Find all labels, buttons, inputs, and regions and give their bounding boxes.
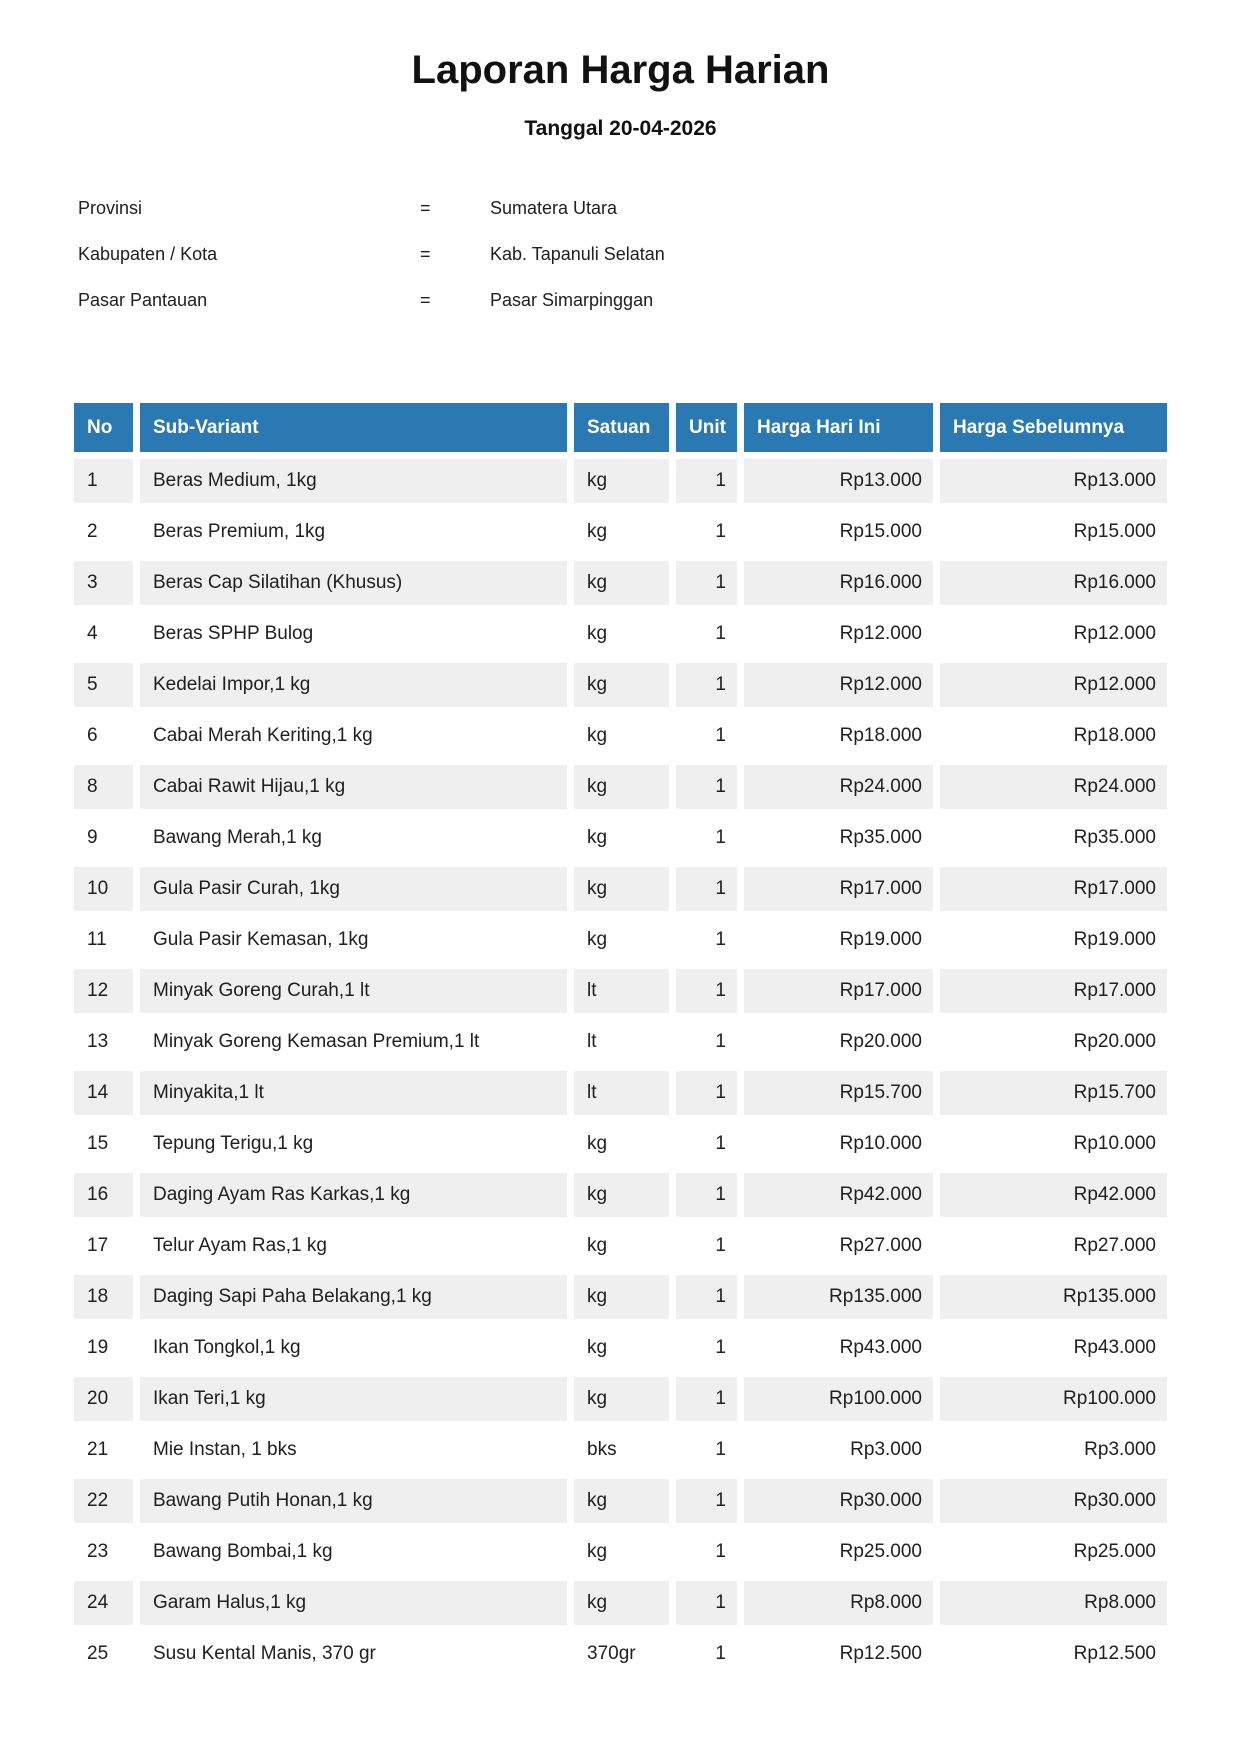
cell-no: 3 xyxy=(74,561,133,605)
cell-sub-variant: Daging Ayam Ras Karkas,1 kg xyxy=(140,1173,567,1217)
cell-no: 19 xyxy=(74,1326,133,1370)
cell-harga-hari-ini: Rp27.000 xyxy=(744,1224,933,1268)
cell-no: 9 xyxy=(74,816,133,860)
cell-sub-variant: Gula Pasir Kemasan, 1kg xyxy=(140,918,567,962)
cell-satuan: kg xyxy=(574,663,669,707)
cell-sub-variant: Beras Premium, 1kg xyxy=(140,510,567,554)
cell-sub-variant: Telur Ayam Ras,1 kg xyxy=(140,1224,567,1268)
cell-no: 25 xyxy=(74,1632,133,1676)
cell-unit: 1 xyxy=(676,1377,737,1421)
cell-harga-hari-ini: Rp12.000 xyxy=(744,612,933,656)
cell-harga-sebelumnya: Rp16.000 xyxy=(940,561,1167,605)
cell-harga-sebelumnya: Rp10.000 xyxy=(940,1122,1167,1166)
kabupaten-value: Kab. Tapanuli Selatan xyxy=(490,244,665,264)
page-title: Laporan Harga Harian xyxy=(411,48,830,92)
cell-harga-sebelumnya: Rp42.000 xyxy=(940,1173,1167,1217)
cell-satuan: kg xyxy=(574,918,669,962)
cell-harga-sebelumnya: Rp12.000 xyxy=(940,612,1167,656)
equals-sign: = xyxy=(420,290,431,310)
location-info xyxy=(0,198,1241,336)
cell-unit: 1 xyxy=(676,1122,737,1166)
cell-harga-hari-ini: Rp8.000 xyxy=(744,1581,933,1625)
cell-satuan: kg xyxy=(574,867,669,911)
cell-sub-variant: Bawang Putih Honan,1 kg xyxy=(140,1479,567,1523)
cell-harga-sebelumnya: Rp43.000 xyxy=(940,1326,1167,1370)
cell-unit: 1 xyxy=(676,459,737,503)
table-row xyxy=(74,1581,1167,1625)
cell-satuan: 370gr xyxy=(574,1632,669,1676)
cell-no: 17 xyxy=(74,1224,133,1268)
equals-sign: = xyxy=(420,198,431,218)
equals-sign: = xyxy=(420,244,431,264)
cell-unit: 1 xyxy=(676,1581,737,1625)
table-row xyxy=(74,1530,1167,1574)
cell-harga-sebelumnya: Rp35.000 xyxy=(940,816,1167,860)
pasar-value: Pasar Simarpinggan xyxy=(490,290,654,310)
cell-sub-variant: Bawang Merah,1 kg xyxy=(140,816,567,860)
cell-harga-hari-ini: Rp15.000 xyxy=(744,510,933,554)
cell-harga-hari-ini: Rp25.000 xyxy=(744,1530,933,1574)
cell-satuan: kg xyxy=(574,1326,669,1370)
table-row xyxy=(74,663,1167,707)
cell-harga-hari-ini: Rp12.000 xyxy=(744,663,933,707)
table-header-row xyxy=(74,403,1167,452)
cell-unit: 1 xyxy=(676,816,737,860)
cell-sub-variant: Gula Pasir Curah, 1kg xyxy=(140,867,567,911)
kabupaten-label: Kabupaten / Kota xyxy=(78,244,218,264)
table-row xyxy=(74,561,1167,605)
price-table xyxy=(67,396,1174,1683)
column-header-no: No xyxy=(74,403,133,452)
cell-satuan: bks xyxy=(574,1428,669,1472)
cell-satuan: kg xyxy=(574,1173,669,1217)
cell-unit: 1 xyxy=(676,765,737,809)
table-row xyxy=(74,1020,1167,1064)
cell-unit: 1 xyxy=(676,867,737,911)
table-row xyxy=(74,1377,1167,1421)
cell-sub-variant: Cabai Rawit Hijau,1 kg xyxy=(140,765,567,809)
table-row xyxy=(74,969,1167,1013)
info-row-provinsi xyxy=(0,198,1241,244)
cell-unit: 1 xyxy=(676,918,737,962)
table-row xyxy=(74,918,1167,962)
cell-sub-variant: Beras SPHP Bulog xyxy=(140,612,567,656)
cell-unit: 1 xyxy=(676,969,737,1013)
cell-satuan: kg xyxy=(574,459,669,503)
cell-no: 16 xyxy=(74,1173,133,1217)
cell-satuan: lt xyxy=(574,1071,669,1115)
cell-no: 2 xyxy=(74,510,133,554)
table-row xyxy=(74,1632,1167,1676)
cell-harga-sebelumnya: Rp100.000 xyxy=(940,1377,1167,1421)
cell-harga-hari-ini: Rp19.000 xyxy=(744,918,933,962)
cell-sub-variant: Cabai Merah Keriting,1 kg xyxy=(140,714,567,758)
cell-harga-sebelumnya: Rp13.000 xyxy=(940,459,1167,503)
cell-unit: 1 xyxy=(676,1326,737,1370)
table-row xyxy=(74,867,1167,911)
cell-sub-variant: Beras Cap Silatihan (Khusus) xyxy=(140,561,567,605)
cell-harga-sebelumnya: Rp12.500 xyxy=(940,1632,1167,1676)
cell-satuan: kg xyxy=(574,1122,669,1166)
cell-unit: 1 xyxy=(676,561,737,605)
cell-harga-sebelumnya: Rp135.000 xyxy=(940,1275,1167,1319)
cell-harga-sebelumnya: Rp19.000 xyxy=(940,918,1167,962)
cell-unit: 1 xyxy=(676,1632,737,1676)
cell-unit: 1 xyxy=(676,1224,737,1268)
cell-unit: 1 xyxy=(676,663,737,707)
table-row xyxy=(74,510,1167,554)
cell-no: 5 xyxy=(74,663,133,707)
cell-satuan: kg xyxy=(574,1530,669,1574)
cell-unit: 1 xyxy=(676,1173,737,1217)
cell-harga-hari-ini: Rp35.000 xyxy=(744,816,933,860)
cell-harga-hari-ini: Rp10.000 xyxy=(744,1122,933,1166)
cell-sub-variant: Tepung Terigu,1 kg xyxy=(140,1122,567,1166)
cell-satuan: kg xyxy=(574,510,669,554)
cell-no: 24 xyxy=(74,1581,133,1625)
cell-no: 12 xyxy=(74,969,133,1013)
cell-unit: 1 xyxy=(676,612,737,656)
table-row xyxy=(74,1275,1167,1319)
table-row xyxy=(74,612,1167,656)
cell-unit: 1 xyxy=(676,1071,737,1115)
cell-no: 21 xyxy=(74,1428,133,1472)
cell-satuan: lt xyxy=(574,1020,669,1064)
cell-harga-sebelumnya: Rp20.000 xyxy=(940,1020,1167,1064)
cell-satuan: lt xyxy=(574,969,669,1013)
cell-harga-hari-ini: Rp12.500 xyxy=(744,1632,933,1676)
cell-sub-variant: Minyakita,1 lt xyxy=(140,1071,567,1115)
table-row xyxy=(74,1326,1167,1370)
cell-sub-variant: Garam Halus,1 kg xyxy=(140,1581,567,1625)
report-date: Tanggal 20-04-2026 xyxy=(524,117,717,140)
cell-unit: 1 xyxy=(676,1275,737,1319)
info-row-kabupaten xyxy=(0,244,1241,290)
cell-satuan: kg xyxy=(574,1275,669,1319)
cell-sub-variant: Bawang Bombai,1 kg xyxy=(140,1530,567,1574)
cell-harga-sebelumnya: Rp15.000 xyxy=(940,510,1167,554)
provinsi-label: Provinsi xyxy=(78,198,143,218)
cell-harga-hari-ini: Rp43.000 xyxy=(744,1326,933,1370)
cell-unit: 1 xyxy=(676,1530,737,1574)
cell-satuan: kg xyxy=(574,561,669,605)
cell-sub-variant: Minyak Goreng Curah,1 lt xyxy=(140,969,567,1013)
cell-harga-sebelumnya: Rp15.700 xyxy=(940,1071,1167,1115)
cell-unit: 1 xyxy=(676,510,737,554)
table-row xyxy=(74,765,1167,809)
table-row xyxy=(74,1428,1167,1472)
column-header-unit: Unit xyxy=(676,403,737,452)
cell-satuan: kg xyxy=(574,714,669,758)
cell-harga-hari-ini: Rp100.000 xyxy=(744,1377,933,1421)
cell-harga-hari-ini: Rp16.000 xyxy=(744,561,933,605)
info-row-pasar xyxy=(0,290,1241,336)
table-row xyxy=(74,714,1167,758)
cell-harga-sebelumnya: Rp17.000 xyxy=(940,969,1167,1013)
cell-unit: 1 xyxy=(676,1428,737,1472)
cell-no: 11 xyxy=(74,918,133,962)
cell-sub-variant: Beras Medium, 1kg xyxy=(140,459,567,503)
table-row xyxy=(74,459,1167,503)
cell-harga-hari-ini: Rp135.000 xyxy=(744,1275,933,1319)
cell-harga-sebelumnya: Rp17.000 xyxy=(940,867,1167,911)
cell-satuan: kg xyxy=(574,816,669,860)
cell-no: 20 xyxy=(74,1377,133,1421)
cell-harga-hari-ini: Rp42.000 xyxy=(744,1173,933,1217)
cell-harga-hari-ini: Rp3.000 xyxy=(744,1428,933,1472)
cell-harga-hari-ini: Rp20.000 xyxy=(744,1020,933,1064)
column-header-sub-variant: Sub-Variant xyxy=(140,403,567,452)
cell-no: 23 xyxy=(74,1530,133,1574)
price-table-body xyxy=(74,459,1167,1676)
cell-no: 8 xyxy=(74,765,133,809)
cell-harga-hari-ini: Rp17.000 xyxy=(744,867,933,911)
cell-no: 14 xyxy=(74,1071,133,1115)
table-row xyxy=(74,1071,1167,1115)
cell-harga-hari-ini: Rp13.000 xyxy=(744,459,933,503)
cell-harga-sebelumnya: Rp24.000 xyxy=(940,765,1167,809)
cell-harga-hari-ini: Rp15.700 xyxy=(744,1071,933,1115)
cell-harga-hari-ini: Rp30.000 xyxy=(744,1479,933,1523)
cell-harga-sebelumnya: Rp3.000 xyxy=(940,1428,1167,1472)
cell-sub-variant: Mie Instan, 1 bks xyxy=(140,1428,567,1472)
cell-unit: 1 xyxy=(676,714,737,758)
cell-satuan: kg xyxy=(574,765,669,809)
column-header-satuan: Satuan xyxy=(574,403,669,452)
cell-unit: 1 xyxy=(676,1020,737,1064)
table-row xyxy=(74,816,1167,860)
cell-sub-variant: Minyak Goreng Kemasan Premium,1 lt xyxy=(140,1020,567,1064)
cell-harga-hari-ini: Rp17.000 xyxy=(744,969,933,1013)
cell-no: 6 xyxy=(74,714,133,758)
cell-harga-hari-ini: Rp24.000 xyxy=(744,765,933,809)
cell-harga-sebelumnya: Rp18.000 xyxy=(940,714,1167,758)
cell-satuan: kg xyxy=(574,1581,669,1625)
table-row xyxy=(74,1173,1167,1217)
provinsi-value: Sumatera Utara xyxy=(490,198,618,218)
table-row xyxy=(74,1122,1167,1166)
cell-sub-variant: Kedelai Impor,1 kg xyxy=(140,663,567,707)
cell-harga-sebelumnya: Rp12.000 xyxy=(940,663,1167,707)
cell-harga-sebelumnya: Rp27.000 xyxy=(940,1224,1167,1268)
cell-no: 4 xyxy=(74,612,133,656)
cell-harga-hari-ini: Rp18.000 xyxy=(744,714,933,758)
column-header-harga-sebelumnya: Harga Sebelumnya xyxy=(940,403,1167,452)
pasar-label: Pasar Pantauan xyxy=(78,290,208,310)
table-row xyxy=(74,1224,1167,1268)
cell-no: 15 xyxy=(74,1122,133,1166)
cell-harga-sebelumnya: Rp25.000 xyxy=(940,1530,1167,1574)
cell-no: 10 xyxy=(74,867,133,911)
column-header-harga-hari-ini: Harga Hari Ini xyxy=(744,403,933,452)
cell-sub-variant: Daging Sapi Paha Belakang,1 kg xyxy=(140,1275,567,1319)
cell-no: 13 xyxy=(74,1020,133,1064)
cell-no: 18 xyxy=(74,1275,133,1319)
cell-unit: 1 xyxy=(676,1479,737,1523)
cell-satuan: kg xyxy=(574,1224,669,1268)
cell-harga-sebelumnya: Rp8.000 xyxy=(940,1581,1167,1625)
cell-satuan: kg xyxy=(574,612,669,656)
cell-sub-variant: Ikan Teri,1 kg xyxy=(140,1377,567,1421)
cell-no: 22 xyxy=(74,1479,133,1523)
cell-satuan: kg xyxy=(574,1377,669,1421)
table-row xyxy=(74,1479,1167,1523)
cell-sub-variant: Susu Kental Manis, 370 gr xyxy=(140,1632,567,1676)
cell-sub-variant: Ikan Tongkol,1 kg xyxy=(140,1326,567,1370)
cell-harga-sebelumnya: Rp30.000 xyxy=(940,1479,1167,1523)
cell-no: 1 xyxy=(74,459,133,503)
cell-satuan: kg xyxy=(574,1479,669,1523)
